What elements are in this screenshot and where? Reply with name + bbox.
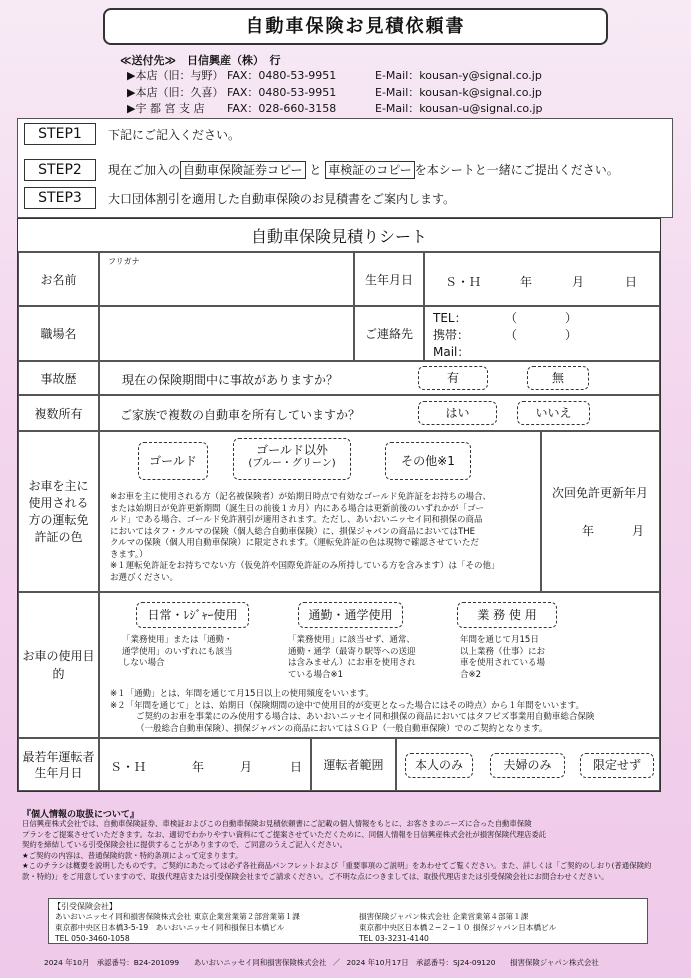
desc-line: 通勤・通学（最寄り駅等への送迎	[288, 646, 416, 657]
use-commute-option[interactable]: 通勤・通学使用	[298, 602, 403, 628]
office-mail: E-Mail：kousan-u@signal.co.jp	[375, 102, 543, 115]
insurers-box	[48, 898, 648, 944]
young-year: 年	[192, 760, 205, 774]
policy-copy-box: 自動車保険証券コピー	[180, 161, 306, 179]
note-line: ※２「年間を通じて」とは、始期日（保険期間の途中で使用目的が変更となった場合にはその時点）から１年間をいいます。	[110, 700, 584, 711]
driver-couple-option[interactable]: 夫婦のみ	[490, 753, 565, 778]
office-mail: E-Mail：kousan-y@signal.co.jp	[375, 69, 542, 82]
insurer-line: 東京都中央区日本橋２−２−１０ 損保ジャパン日本橋ビル	[359, 923, 557, 932]
insurer-line: 損害保険ジャパン株式会社 企業営業第４部第１課	[359, 912, 529, 921]
desc-line: 「業務使用」または「通勤・	[122, 635, 233, 645]
driver-any-option[interactable]: 限定せず	[580, 753, 654, 778]
privacy-line: ★ご契約の内容は、普通保険約款・特約条項によって定まります。	[22, 850, 243, 860]
use-daily-desc	[122, 635, 233, 670]
license-notes	[110, 492, 500, 584]
privacy-line: 契約を締結している引受保険会社に提供することがありますので、ご同意のうえご記入ください。	[22, 840, 348, 849]
insurer-line: 東京都中央区日本橋3-5-19 あいおいニッセイ同和損保日本橋ビル	[55, 923, 285, 932]
non-gold-text: ゴールド以外	[256, 443, 328, 457]
license-gold-option[interactable]: ゴールド	[138, 442, 208, 480]
privacy-line: 日信興産株式会社では、自動車保険証券、車検証およびこの自動車保険お見積依頼書にご記載の個人情報をもとに、お客さまのニーズに合った自動車保険	[22, 819, 532, 828]
birth-year: 年	[520, 275, 533, 289]
use-label: お車の使用目的	[18, 592, 99, 738]
note-line: きます。）	[110, 549, 148, 560]
note-line: においてはタフ・クルマの保険（個人総合自動車保険）に、損保ジャパンの商品においてはTHE	[110, 526, 476, 537]
note-line: （一般総合自動車保険）、損保ジャパンの商品においてはＳＧＰ（一般自動車保険）でのご契約となります。	[136, 723, 548, 734]
non-gold-colors: (ブルー・グリーン)	[248, 458, 336, 469]
license-other-option[interactable]: その他※1	[385, 442, 471, 480]
estimate-sheet	[17, 218, 661, 792]
accident-row	[99, 361, 660, 395]
insurer-sompo	[359, 911, 556, 944]
driver-row	[396, 738, 660, 791]
privacy-line: 款・特約)」をご用意していますので、取扱代理店または引受保険会社までご請求ください。ご不明な点につきましては、取扱代理店または引受保険会社にお問合わせください。	[22, 871, 609, 881]
office-mail: E-Mail：kousan-k@signal.co.jp	[375, 86, 542, 99]
use-daily-option[interactable]: 日常・ﾚｼﾞｬｰ使用	[136, 602, 249, 628]
birth-label: 生年月日	[354, 252, 424, 306]
mobile-label: 携帯：	[433, 328, 470, 342]
step3-label: STEP3	[24, 187, 96, 209]
approval-right: 2024 年10月17日 承認番号：SJ24-09120 損害保険ジャパン株式会社	[346, 958, 599, 967]
step1-text: 下記にご記入ください。	[108, 128, 241, 142]
birth-month: 月	[572, 275, 585, 289]
note-line: ルド」である場合、ゴールド免許割引が適用されます。ただし、あいおいニッセイ同和損保の商品	[110, 515, 483, 525]
desc-line: は含みません）にお車を使用され	[288, 658, 416, 668]
birth-day: 日	[625, 275, 638, 289]
desc-line: しない場合	[122, 658, 165, 668]
name-field[interactable]	[99, 252, 354, 306]
use-business-option[interactable]: 業 務 使 用	[457, 602, 557, 628]
step2-label: STEP2	[24, 159, 96, 181]
approval-left: 2024 年10月 承認番号：B24-201099 あいおいニッセイ同和損害保険株式会社	[44, 958, 327, 967]
multi-label: 複数所有	[18, 395, 99, 431]
step2-post: を本シートと一緒にご提出ください。	[414, 163, 619, 177]
accident-yes-option[interactable]: 有	[418, 366, 488, 390]
license-row	[99, 431, 541, 592]
sheet-title: 自動車保険見積りシート	[18, 219, 660, 252]
approval-numbers	[44, 957, 599, 968]
page-title: 自動車保険お見積依頼書	[103, 8, 608, 45]
note-line: クルマの保険（個人用自動車保険）に限定されます。（運転免許証の色は現物で確認させていただ	[110, 538, 479, 548]
office-fax: FAX：0480-53-9951	[227, 86, 337, 99]
use-business-desc	[460, 635, 545, 681]
send-to: ≪送付先≫ 日信興産（株） 行	[120, 54, 281, 67]
office-row	[127, 100, 542, 116]
use-row	[99, 592, 660, 738]
office-fax: FAX：0480-53-9951	[227, 69, 337, 82]
desc-line: ている場合※1	[288, 669, 344, 680]
insurer-line: TEL 050-3460-1058	[55, 934, 130, 943]
step3-text: 大口団体割引を適用した自動車保険のお見積書をご案内します。	[108, 192, 456, 206]
privacy-heading: 『個人情報の取扱について』	[22, 810, 139, 820]
note-line: ※お車を主に使用される方（記名被保険者）が始期日時点で有効なゴールド免許証をお持ちの場合、	[110, 492, 491, 502]
insurer-aioi	[55, 911, 300, 944]
work-field[interactable]	[99, 306, 354, 361]
note-line: ※１運転免許証をお持ちでない方（仮免許や国際免許証のみ所持している方を含みます）は「その他」	[110, 561, 500, 571]
accident-question: 現在の保険期間中に事故がありますか？	[122, 373, 339, 387]
furigana-label: フリガナ	[108, 257, 140, 266]
desc-line: 通学使用」のいずれにも該当	[122, 646, 233, 657]
renew-year: 年	[582, 524, 595, 538]
insurers-heading: 【引受保険会社】	[53, 902, 117, 911]
vehicle-cert-box: 車検証のコピー	[325, 161, 415, 179]
renew-month: 月	[632, 524, 645, 538]
license-label: お車を主に使用される方の運転免許証の色	[18, 431, 99, 592]
desc-line: 車を使用されている場	[460, 658, 546, 668]
multi-no-option[interactable]: いいえ	[517, 401, 590, 425]
desc-line: 以上業務（仕事）にお	[460, 646, 546, 657]
privacy-line: ★このチラシは概要を説明したものです。ご契約にあたっては必ず各社商品パンフレットおよび「重要事項のご説明」をあわせてご覧ください。また、詳しくは「ご契約のしおり(普通保険約	[22, 861, 652, 870]
desc-line: 「業務使用」に該当せず、通常、	[288, 635, 415, 645]
birth-field[interactable]	[424, 252, 660, 306]
step1-label: STEP1	[24, 123, 96, 145]
desc-line: 合※2	[460, 669, 482, 680]
multi-row	[99, 395, 660, 431]
contact-field[interactable]	[424, 306, 660, 361]
work-label: 職場名	[18, 306, 99, 361]
paren: ）	[565, 311, 578, 325]
driver-self-option[interactable]: 本人のみ	[405, 753, 473, 778]
office-name: ▶本店（旧：与野）	[127, 69, 224, 82]
young-month: 月	[240, 760, 253, 774]
office-fax: FAX：028-660-3158	[227, 102, 337, 115]
steps-panel	[17, 118, 673, 218]
multi-yes-option[interactable]: はい	[418, 401, 497, 425]
contact-label: ご連絡先	[354, 306, 424, 361]
step2-pre: 現在ご加入の	[108, 163, 181, 177]
use-commute-desc	[288, 635, 416, 681]
renew-label: 次回免許更新年月	[552, 486, 649, 500]
note-line: または始期日が免許更新期間（誕生日の前後１カ月）内にある場合は更新前後のいずれかが「ゴー	[110, 503, 485, 514]
accident-label: 事故歴	[18, 361, 99, 395]
approval-sep: ／	[332, 958, 341, 967]
paren: （	[505, 311, 518, 325]
desc-line: 年間を通じて月15日	[460, 635, 539, 645]
step2-text	[108, 161, 619, 178]
insurer-line: TEL 03-3231-4140	[359, 934, 429, 943]
note-line: お選びください。	[110, 572, 179, 583]
insurer-line: あいおいニッセイ同和損害保険株式会社 東京企業営業第２部営業第１課	[55, 912, 300, 921]
privacy-text	[22, 819, 651, 882]
use-notes	[110, 689, 594, 735]
driver-label: 運転者範囲	[311, 738, 396, 791]
accident-no-option[interactable]: 無	[527, 366, 589, 390]
office-name: ▶宇 都 宮 支 店	[127, 102, 205, 115]
birth-era: Ｓ・Ｈ	[445, 275, 482, 289]
office-row	[127, 67, 542, 83]
paren: （	[505, 328, 518, 342]
young-field[interactable]	[99, 738, 311, 791]
mail-label: Mail：	[433, 345, 470, 359]
young-label: 最若年運転者生年月日	[18, 738, 99, 791]
office-row	[127, 84, 542, 100]
privacy-line: プランをご提案させていただきます。なお、適切でわかりやすい資料にてご提案させていただくために、同個人情報を日信興産株式会社が損害保険代理店委託	[22, 829, 547, 839]
office-name: ▶本店（旧：久喜）	[127, 86, 224, 99]
paren: ）	[565, 328, 578, 342]
license-non-gold-option[interactable]	[233, 438, 351, 480]
renew-field[interactable]	[541, 431, 660, 592]
name-label: お名前	[18, 252, 99, 306]
young-day: 日	[290, 760, 303, 774]
multi-question: ご家族で複数の自動車を所有していますか？	[120, 408, 361, 422]
young-era: Ｓ・Ｈ	[110, 760, 147, 774]
step2-mid: と	[309, 163, 322, 177]
tel-label: TEL：	[433, 311, 467, 325]
note-line: ※１「通勤」とは、年間を通じて月15日以上の使用頻度をいいます。	[110, 689, 374, 699]
note-line: ご契約のお車を事業にのみ使用する場合は、あいおいニッセイ同和損保の商品においてはタフビズ事業用自動車総合保険	[136, 712, 595, 722]
